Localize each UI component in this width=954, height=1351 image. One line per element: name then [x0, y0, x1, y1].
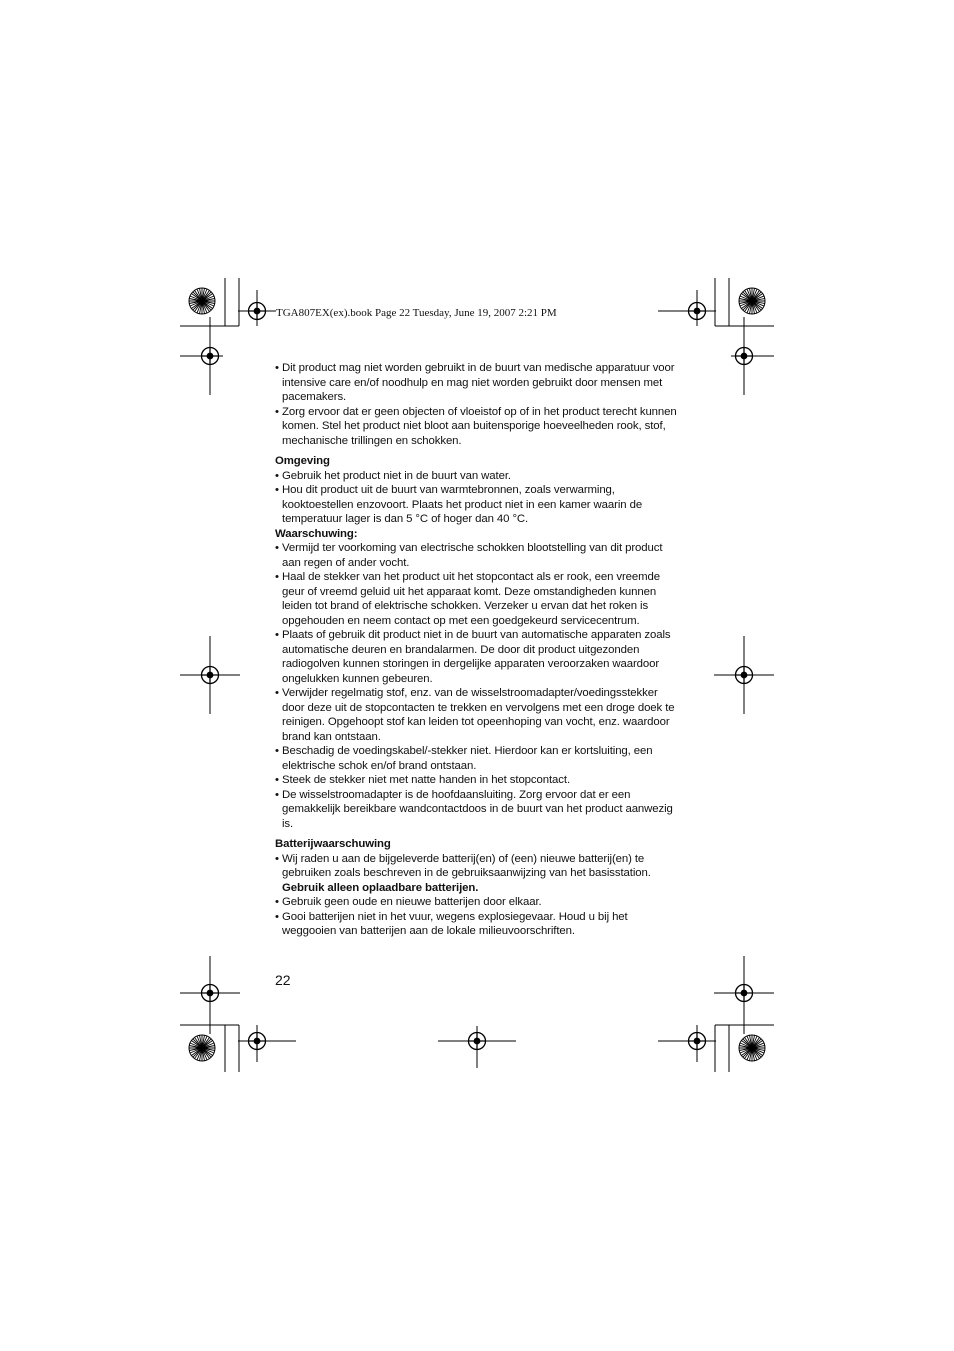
section-heading-batterij: Batterijwaarschuwing [275, 838, 391, 850]
list-item-text: Wij raden u aan de bijgeleverde batterij(en) of (een) nieuwe batterij(en) te gebruiken zoals beschreven in de gebruiksaanwijzing van het basisstation. [282, 852, 651, 879]
page-number: 22 [275, 972, 291, 988]
batterij-list [275, 852, 683, 939]
section-heading-omgeving: Omgeving [275, 455, 330, 467]
list-item: • De wisselstroomadapter is de hoofdaansluiting. Zorg ervoor dat er een gemakkelijk bereikbare wandcontactdoos in de buurt van het product aanwezig is. [275, 788, 683, 832]
list-item: • Zorg ervoor dat er geen objecten of vloeistof op of in het product terecht kunnen komen. Stel het product niet bloot aan buitensporige hoeveelheden rook, stof, mechanische trillingen en schokken. [275, 405, 683, 449]
list-item [275, 852, 683, 896]
file-info-header: TGA807EX(ex).book Page 22 Tuesday, June 19, 2007 2:21 PM [276, 307, 557, 319]
list-item-emphasis: Gebruik alleen oplaadbare batterijen. [282, 881, 479, 894]
list-item: • Dit product mag niet worden gebruikt in de buurt van medische apparatuur voor intensive care en/of noodhulp en mag niet worden gebruikt door mensen met pacemakers. [275, 361, 683, 405]
intro-list [275, 361, 683, 448]
document-body [275, 361, 683, 939]
waarschuwing-list [275, 541, 683, 831]
section-heading-waarschuwing: Waarschuwing: [275, 527, 358, 540]
list-item: • Vermijd ter voorkoming van electrische schokken blootstelling van dit product aan regen of ander vocht. [275, 541, 683, 570]
list-item: • Gooi batterijen niet in het vuur, wegens explosiegevaar. Houd u bij het weggooien van batterijen aan de lokale milieuvoorschriften. [275, 910, 683, 939]
list-item: • Beschadig de voedingskabel/-stekker niet. Hierdoor kan er kortsluiting, een elektrische schok en/of brand ontstaan. [275, 744, 683, 773]
list-item: • Haal de stekker van het product uit het stopcontact als er rook, een vreemde geur of vreemd geluid uit het apparaat komt. Deze omstandigheden kunnen leiden tot brand of elektrische schokken. Verzeker u ervan dat het roken is opgehouden en neem contact op met een goedgekeurd servicecentrum. [275, 570, 683, 628]
list-item: • Verwijder regelmatig stof, enz. van de wisselstroomadapter/voedingsstekker door deze uit de stopcontacten te trekken en vervolgens met een droge doek te reinigen. Opgehoopt stof kan leiden tot opeenhoping van vocht, enz. waardoor brand kan ontstaan. [275, 686, 683, 744]
list-item: • Gebruik het product niet in de buurt van water. [275, 469, 683, 484]
omgeving-list [275, 469, 683, 527]
list-item: • Plaats of gebruik dit product niet in de buurt van automatische apparaten zoals automatische deuren en brandalarmen. De door dit product uitgezonden radiogolven kunnen storingen in dergelijke apparaten veroorzaken waardoor ongelukken kunnen gebeuren. [275, 628, 683, 686]
list-item: • Hou dit product uit de buurt van warmtebronnen, zoals verwarming, kooktoestellen enzovoort. Plaats het product niet in een kamer waarin de temperatuur lager is dan 5 °C of hoger dan 40 °C. [275, 483, 683, 527]
list-item: • Gebruik geen oude en nieuwe batterijen door elkaar. [275, 895, 683, 910]
list-item: • Steek de stekker niet met natte handen in het stopcontact. [275, 773, 683, 788]
